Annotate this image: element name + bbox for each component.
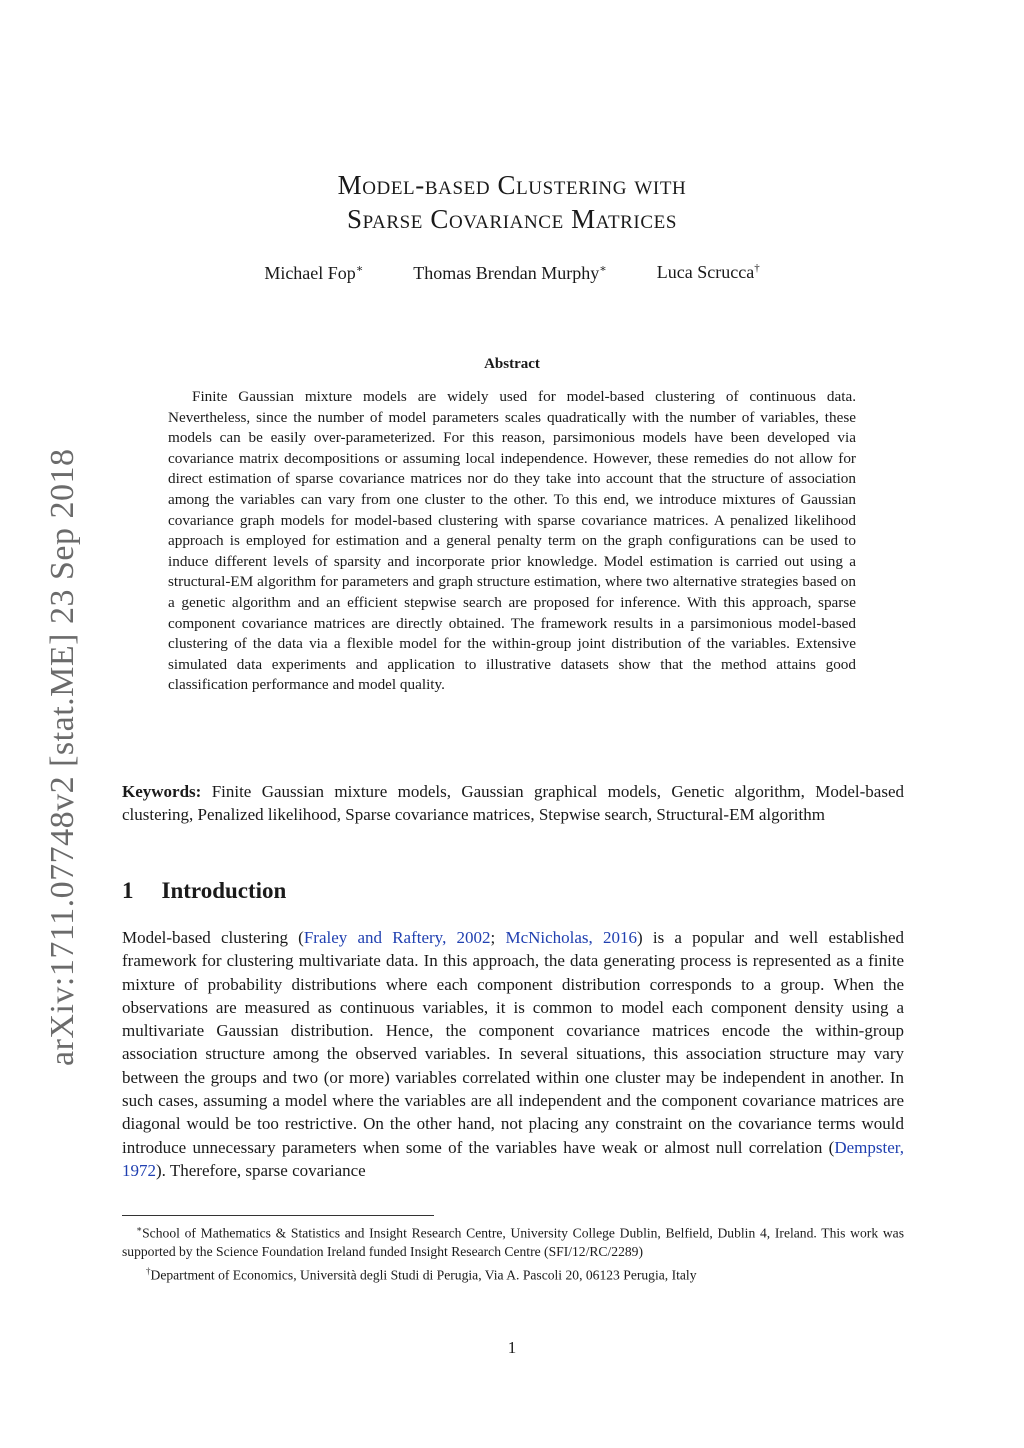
keywords-text: Finite Gaussian mixture models, Gaussian graphical models, Genetic algorithm, Model-based clustering, Penalized likelihood, Sparse covariance matrices, Stepwise search, Structural-EM algorithm bbox=[122, 782, 905, 824]
footnotes bbox=[122, 1220, 904, 1285]
author: Luca Scrucca† bbox=[656, 262, 760, 282]
section-number: 1 bbox=[122, 878, 134, 903]
section-heading bbox=[122, 878, 286, 904]
footnote-affiliation-2: †Department of Economics, Università degli Studi di Perugia, Via A. Pascoli 20, 06123 Perugia, Italy bbox=[146, 1266, 697, 1283]
page-number: 1 bbox=[507, 1338, 517, 1357]
author: Michael Fop∗ bbox=[264, 263, 364, 283]
title-line-2: Sparse Covariance Matrices bbox=[346, 204, 678, 234]
footnote-rule bbox=[122, 1215, 434, 1216]
citation-link[interactable]: Dempster, 1972 bbox=[122, 1137, 904, 1180]
introduction-paragraph: Model-based clustering (Fraley and Raftery, 2002; McNicholas, 2016) is a popular and well established framework for clustering multivariate data. In this approach, the data generating process is represented as a finite mixture of probability distributions where each component distribution corresponds to a group. When the observations are measured as continuous variables, it is common to model each component density using a multivariate Gaussian distribution. Hence, the component covariance matrices encode the within-group association structure among the observed variables. In several situations, this association structure may vary between the groups and two (or more) variables correlated within one cluster may be independent in another. In such cases, assuming a model where the variables are all independent and the component covariance matrices are diagonal would be too restrictive. On the other hand, not placing any constraint on the covariance terms would introduce unnecessary parameters when some of the variables have weak or almost null correlation (Dempster, 1972). Therefore, sparse covariance bbox=[122, 928, 904, 1180]
keywords-label: Keywords: bbox=[122, 782, 202, 801]
author: Thomas Brendan Murphy∗ bbox=[413, 263, 607, 283]
author-list bbox=[120, 262, 904, 284]
citation-link[interactable]: Fraley and Raftery, 2002 bbox=[303, 928, 491, 947]
abstract-text: Finite Gaussian mixture models are widely used for model-based clustering of continuous data. Nevertheless, since the number of model parameters scales quadratically with the number of variables, these models can be easily over-parameterized. For this reason, parsimonious models have been developed via covariance matrix decompositions or assuming local independence. However, these remedies do not allow for direct estimation of sparse covariance matrices nor do they take into account that the structure of association among the variables can vary from one cluster to the other. To this end, we introduce mixtures of Gaussian covariance graph models for model-based clustering with sparse covariance matrices. A penalized likelihood approach is employed for estimation and a general penalty term on the graph configurations can be used to induce different levels of sparsity and incorporate prior knowledge. Model estimation is carried out using a structural-EM algorithm for parameters and graph structure estimation, where two alternative strategies based on a genetic algorithm and an efficient stepwise search are proposed for inference. With this approach, sparse component covariance matrices are directly obtained. The framework results in a parsimonious model-based clustering of the data via a flexible model for the within-group joint distribution of the variables. Extensive simulated data experiments and application to illustrative datasets show that the method attains good classification performance and model quality. bbox=[168, 388, 856, 694]
arxiv-identifier: arXiv:1711.07748v2 [stat.ME] 23 Sep 2018 bbox=[44, 448, 81, 1066]
paper-title bbox=[120, 168, 904, 236]
abstract-heading: Abstract bbox=[484, 356, 540, 372]
footnote-affiliation-1: ∗School of Mathematics & Statistics and Insight Research Centre, University College Dublin, Belfield, Dublin 4, Ireland. This work was supported by the Science Foundation Ireland funded Insight Research Centre (SFI/12/RC/2289) bbox=[122, 1224, 904, 1260]
keywords bbox=[122, 780, 904, 826]
citation-link[interactable]: McNicholas, 2016 bbox=[505, 928, 637, 947]
section-title: Introduction bbox=[161, 878, 287, 903]
title-line-1: Model-based Clustering with bbox=[337, 170, 687, 200]
